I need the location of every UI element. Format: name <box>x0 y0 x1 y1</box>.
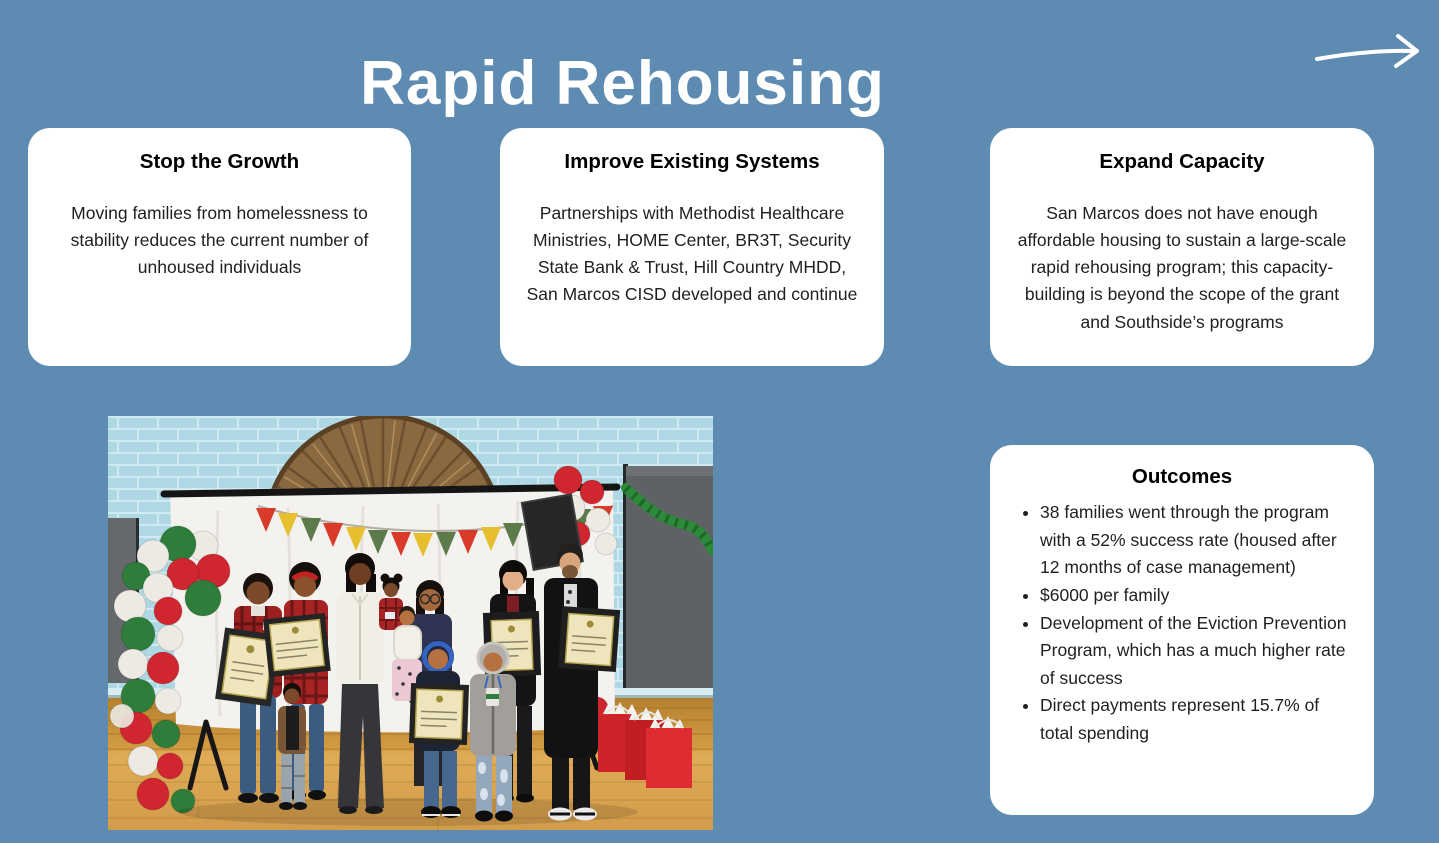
outcome-item: • $6000 per family <box>1040 582 1350 610</box>
next-slide-arrow[interactable] <box>1311 26 1429 76</box>
outcomes-list <box>1014 499 1350 748</box>
certificate <box>263 613 331 677</box>
card-body: Partnerships with Methodist Healthcare Ministries, HOME Center, BR3T, Security State Bank & Trust, Hill Country MHDD, San Marcos CISD developed and continue <box>526 203 858 305</box>
page-title: Rapid Rehousing <box>360 48 885 118</box>
card-title: Improve Existing Systems <box>564 150 820 173</box>
outcome-item: • 38 families went through the program with a 52% success rate (housed after 12 months of case management) <box>1040 499 1350 582</box>
card-title: Stop the Growth <box>139 150 300 173</box>
outcome-item: • Development of the Eviction Prevention Program, which has a much higher rate of success <box>1040 610 1350 693</box>
certificate <box>558 606 620 672</box>
card-improve-existing-systems <box>500 128 884 366</box>
card-body: San Marcos does not have enough affordable housing to sustain a large-scale rapid rehousing program; this capacity-building is beyond the scope of the grant and Southside’s programs <box>1017 203 1347 332</box>
group-photo-illustration <box>108 416 713 830</box>
arrow-right-icon <box>1311 26 1429 76</box>
outcome-item: • Direct payments represent 15.7% of total spending <box>1040 692 1350 747</box>
card-stop-the-growth <box>28 128 411 366</box>
card-title: Expand Capacity <box>1099 150 1265 173</box>
group-photo <box>108 416 713 830</box>
card-expand-capacity <box>990 128 1374 366</box>
card-body: Moving families from homelessness to stability reduces the current number of unhoused individuals <box>70 203 369 278</box>
card-title: Outcomes <box>1131 465 1233 488</box>
certificate <box>409 683 469 745</box>
card-outcomes <box>990 445 1374 815</box>
